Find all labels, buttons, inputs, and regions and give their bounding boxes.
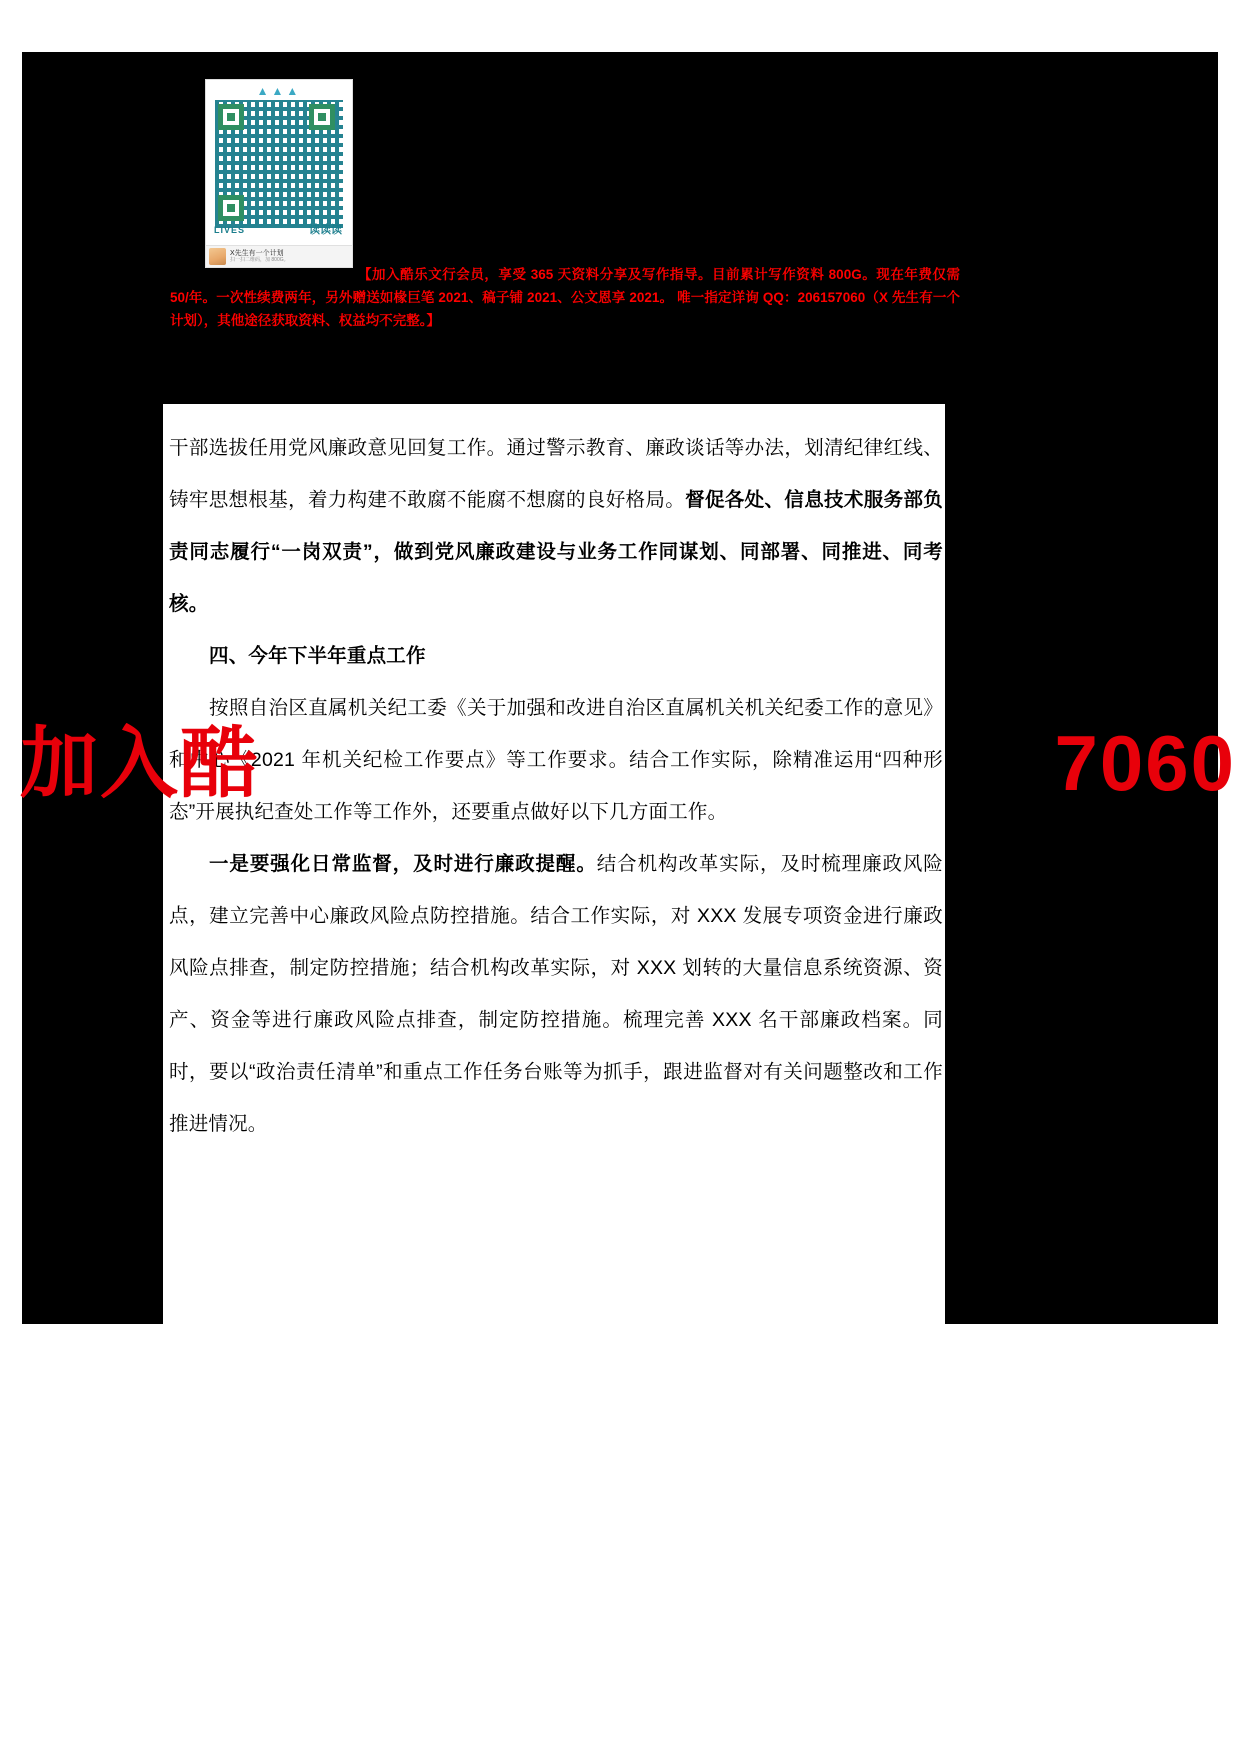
watermark-left: 加入酷	[20, 719, 261, 807]
promo-text	[170, 263, 960, 332]
qr-finder-icon	[218, 104, 244, 130]
qr-footer-subtitle: 扫一扫二维码，加 800G。	[230, 256, 289, 263]
lamp-icons: ▲▲▲	[256, 84, 302, 98]
qr-finder-icon	[218, 195, 244, 221]
qr-brand-en: LIVES	[214, 225, 246, 235]
document-run: 按照自治区直属机关纪工委《关于加强和改进自治区直属机关机关纪委工作的意见》和中心《2021 年机关纪检工作要点》等工作要求。结合工作实际，除精准运用“四种形态”开展执纪查处工作等工作外，还要重点做好以下几方面工作。	[169, 697, 943, 823]
document-paragraph	[169, 838, 943, 1150]
document-page	[163, 404, 945, 1324]
document-paragraph	[169, 630, 943, 682]
promo-line-2: 800G。现在年费仅需 50/年。一次性续费两年，另外赠送如椽巨笔 2021、稿子铺 2021、公文恩享 2021。	[170, 267, 960, 305]
document-run-bold: 四、今年下半年重点工作	[209, 645, 426, 667]
promo-line-3: 唯一指定详询 QQ：206157060（X 先生有一个计划），其他途径获取资料、权益均不完整。】	[170, 290, 960, 328]
document-run: 结合机构改革实际，及时梳理廉政风险点，建立完善中心廉政风险点防控措施。结合工作实际，对 XXX 发展专项资金进行廉政风险点排查，制定防控措施；结合机构改革实际，对 XXX 划转的大量信息系统资源、资产、资金等进行廉政风险点排查，制定防控措施。梳理完善 XXX 名干部廉政档案。同时，要以“政治责任清单”和重点工作任务台账等为抓手，跟进监督对有关问题整改和工作推进情况。	[169, 853, 943, 1135]
document-paragraph	[169, 422, 943, 630]
document-paragraph	[169, 682, 943, 838]
qr-footer-title: X先生有一个计划	[230, 250, 284, 258]
document-run-bold: 一是要强化日常监督，及时进行廉政提醒。	[209, 853, 597, 875]
document-run: 干部选拔任用党风廉政意见回复工作。通过警示教育、廉政谈话等办法，划清纪律红线、铸牢思想根基，着力构建不敢腐不能腐不想腐的良好格局。	[169, 437, 943, 511]
watermark-right: 7060	[1054, 719, 1236, 807]
document-run-bold: 督促各处、信息技术服务部负责同志履行“一岗双责”，做到党风廉政建设与业务工作同谋划、同部署、同推进、同考核。	[169, 489, 943, 615]
qr-code-card[interactable]	[205, 79, 353, 264]
qr-finder-icon	[309, 104, 335, 130]
qr-brand-cn: 读读读	[309, 224, 342, 236]
promo-line-1: 【加入酷乐文行会员，享受 365 天资料分享及写作指导。目前累计写作资料	[358, 267, 825, 282]
document-body	[163, 404, 945, 1150]
